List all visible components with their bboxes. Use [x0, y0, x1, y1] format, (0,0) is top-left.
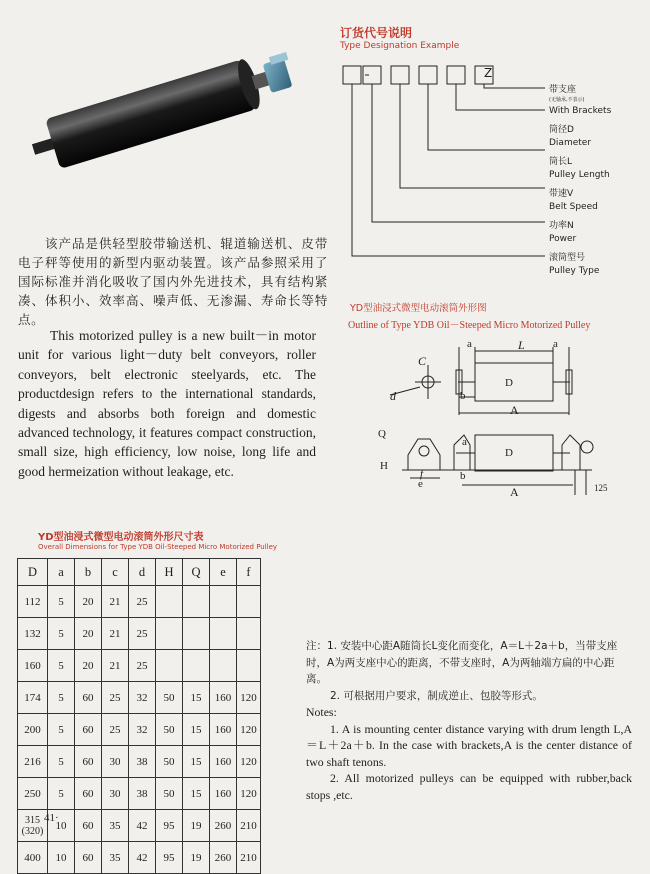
table-cell: 5 [48, 586, 75, 618]
table-cell: 120 [237, 778, 261, 810]
table-cell: 260 [210, 842, 237, 874]
dim-b: b [460, 390, 466, 402]
table-cell [156, 650, 183, 682]
intro-english: This motorized pulley is a new built－in motor unit for various light－duty belt conveyors, roller conveyors, belt electronic steelyards, etc. The productdesign refers to the international standards, digests and absorbs both foreign and domestic advanced technology, it features compact construction, small size, high efficiency, low noise, long life and good hermeization without leakage, etc. [18, 328, 316, 479]
table-cell [183, 618, 210, 650]
table-cell: 21 [102, 618, 129, 650]
table-cell [183, 650, 210, 682]
table-cell: 10 [48, 842, 75, 874]
note-en-1: 1. A is mounting center distance varying with drum length L,A＝L＋2a＋b. In the case with brackets,A is the center distance of two shaft tenons. [306, 721, 632, 769]
col-header: d [129, 559, 156, 586]
table-cell: 25 [129, 618, 156, 650]
dim-a-top-right: a [553, 338, 558, 350]
dim-Q: Q [378, 428, 386, 440]
table-cell: 60 [75, 714, 102, 746]
table-cell: 160 [210, 746, 237, 778]
table-cell: 42 [129, 842, 156, 874]
table-cell: 60 [75, 682, 102, 714]
table-cell: 42 [129, 810, 156, 842]
dim-A-low: A [510, 485, 519, 499]
table-cell: 50 [156, 746, 183, 778]
table-cell: 50 [156, 682, 183, 714]
label-length-en: Pulley Length [549, 170, 610, 180]
table-cell: 210 [237, 842, 261, 874]
table-row [18, 714, 261, 746]
col-header: Q [183, 559, 210, 586]
table-cell: 95 [156, 842, 183, 874]
table-header-row [18, 559, 261, 586]
dim-125: 125 [594, 483, 608, 493]
table-cell: 25 [102, 714, 129, 746]
table-cell: 5 [48, 682, 75, 714]
table-cell: 19 [183, 842, 210, 874]
label-brackets-cn: 带支座 [549, 85, 577, 95]
intro-chinese: 该产品是供轻型胶带输送机、辊道输送机、皮带电子秤等使用的新型内驱动装置。该产品参照采用了国际标准并消化吸收了国内外先进技术，具有结构紧凑、体积小、效率高、噪声低、无渗漏、寿命长等特点。 [18, 236, 328, 327]
dim-H: H [380, 460, 388, 472]
table-cell: 174 [18, 682, 48, 714]
table-cell: 120 [237, 746, 261, 778]
table-cell: 21 [102, 586, 129, 618]
table-row [18, 842, 261, 874]
table-row [18, 618, 261, 650]
table-cell: 38 [129, 778, 156, 810]
table-cell: 20 [75, 618, 102, 650]
table-cell: 38 [129, 746, 156, 778]
table-cell: 160 [210, 682, 237, 714]
col-header: H [156, 559, 183, 586]
table-cell: 30 [102, 746, 129, 778]
table-cell: 5 [48, 746, 75, 778]
table-row [18, 778, 261, 810]
label-length-cn: 筒长L [549, 157, 573, 167]
table-cell: 112 [18, 586, 48, 618]
table-row [18, 746, 261, 778]
label-power-en: Power [549, 234, 577, 244]
table-cell: 20 [75, 650, 102, 682]
col-header: a [48, 559, 75, 586]
designation-subtitle: Type Designation Example [340, 41, 460, 51]
table-cell: 32 [129, 682, 156, 714]
table-cell: 15 [183, 682, 210, 714]
table-title: YD型油浸式微型电动滚筒外形尺寸表 [38, 532, 204, 543]
notes-section [306, 638, 632, 803]
label-diameter-en: Diameter [549, 138, 592, 148]
table-cell: 20 [75, 586, 102, 618]
table-cell: 15 [183, 778, 210, 810]
outline-title: YD型油浸式微型电动滚筒外形图 [350, 303, 487, 314]
table-cell: 160 [18, 650, 48, 682]
dim-A: A [510, 403, 519, 417]
table-cell: 10 [48, 810, 75, 842]
table-cell [210, 618, 237, 650]
table-cell: 120 [237, 714, 261, 746]
table-cell: 5 [48, 618, 75, 650]
box-z-label: Z [484, 66, 493, 80]
designation-diagram [335, 60, 550, 280]
table-cell: 210 [237, 810, 261, 842]
note-cn-1: 注：1. 安装中心距A随筒长L变化而变化，A＝L＋2a＋b，当带支座时，A为两支座中心的距离，不带支座时，A为两轴端方扁的中心距离。 [306, 640, 618, 685]
dim-a-low: a [462, 436, 467, 448]
table-cell: 15 [183, 746, 210, 778]
table-cell: 200 [18, 714, 48, 746]
table-cell: 50 [156, 714, 183, 746]
notes-heading: Notes: [306, 705, 337, 719]
col-header: f [237, 559, 261, 586]
col-header: e [210, 559, 237, 586]
table-cell: 5 [48, 650, 75, 682]
table-cell: 25 [129, 586, 156, 618]
table-cell [237, 650, 261, 682]
outline-drawing [370, 335, 610, 500]
outline-subtitle: Outline of Type YDB Oil－Steeped Micro Motorized Pulley [348, 320, 591, 331]
table-cell: 315 (320) [18, 810, 48, 842]
col-header: c [102, 559, 129, 586]
dim-L: L [518, 338, 525, 352]
dimensions-table [17, 558, 261, 874]
table-cell: 160 [210, 714, 237, 746]
table-cell [210, 586, 237, 618]
table-subtitle: Overall Dimensions for Type YDB Oil-Steeped Micro Motorized Pulley [38, 543, 278, 551]
table-cell: 35 [102, 842, 129, 874]
col-header: D [18, 559, 48, 586]
dim-C: C [418, 354, 427, 368]
table-cell [156, 618, 183, 650]
table-cell: 21 [102, 650, 129, 682]
dim-b-low: b [460, 470, 466, 482]
table-cell: 32 [129, 714, 156, 746]
table-cell: 120 [237, 682, 261, 714]
dim-e: e [418, 478, 423, 490]
label-speed-en: Belt Speed [549, 202, 598, 212]
table-cell: 160 [210, 778, 237, 810]
dim-D-low: D [505, 447, 513, 459]
table-cell: 60 [75, 842, 102, 874]
table-cell: 95 [156, 810, 183, 842]
table-cell: 30 [102, 778, 129, 810]
label-type-en: Pulley Type [549, 266, 600, 276]
label-type-cn: 滚筒型号 [549, 253, 586, 263]
table-cell: 15 [183, 714, 210, 746]
dim-D: D [505, 377, 513, 389]
table-row [18, 650, 261, 682]
table-cell [237, 618, 261, 650]
label-brackets-en: With Brackets [549, 106, 612, 116]
label-power-cn: 功率N [549, 221, 574, 231]
note-cn-2: 2. 可根据用户要求，制成逆止、包胶等形式。 [330, 689, 543, 702]
table-cell: 25 [102, 682, 129, 714]
designation-title: 订货代号说明 [340, 26, 413, 40]
col-header: b [75, 559, 102, 586]
table-cell: 260 [210, 810, 237, 842]
pulley-photo [18, 50, 308, 175]
page-number: 41· [44, 812, 59, 824]
table-cell: 216 [18, 746, 48, 778]
dim-d: d [390, 389, 396, 403]
table-cell [237, 586, 261, 618]
note-en-2: 2. All motorized pulleys can be equipped with rubber,back stops ,etc. [306, 771, 632, 802]
table-cell [156, 586, 183, 618]
table-cell: 132 [18, 618, 48, 650]
table-cell: 60 [75, 810, 102, 842]
table-cell: 35 [102, 810, 129, 842]
dim-f: f [420, 468, 424, 480]
table-cell: 19 [183, 810, 210, 842]
table-cell: 60 [75, 746, 102, 778]
table-cell: 400 [18, 842, 48, 874]
table-cell: 50 [156, 778, 183, 810]
table-cell: 250 [18, 778, 48, 810]
table-row [18, 586, 261, 618]
label-speed-cn: 带速V [549, 189, 574, 199]
dim-a-top: a [467, 338, 472, 350]
table-cell: 5 [48, 714, 75, 746]
table-cell: 5 [48, 778, 75, 810]
table-cell: 60 [75, 778, 102, 810]
table-cell [210, 650, 237, 682]
table-row [18, 682, 261, 714]
label-diameter-cn: 筒径D [549, 125, 574, 135]
table-cell [183, 586, 210, 618]
table-cell: 25 [129, 650, 156, 682]
label-brackets-note: (无轴承,不表示) [549, 97, 585, 103]
